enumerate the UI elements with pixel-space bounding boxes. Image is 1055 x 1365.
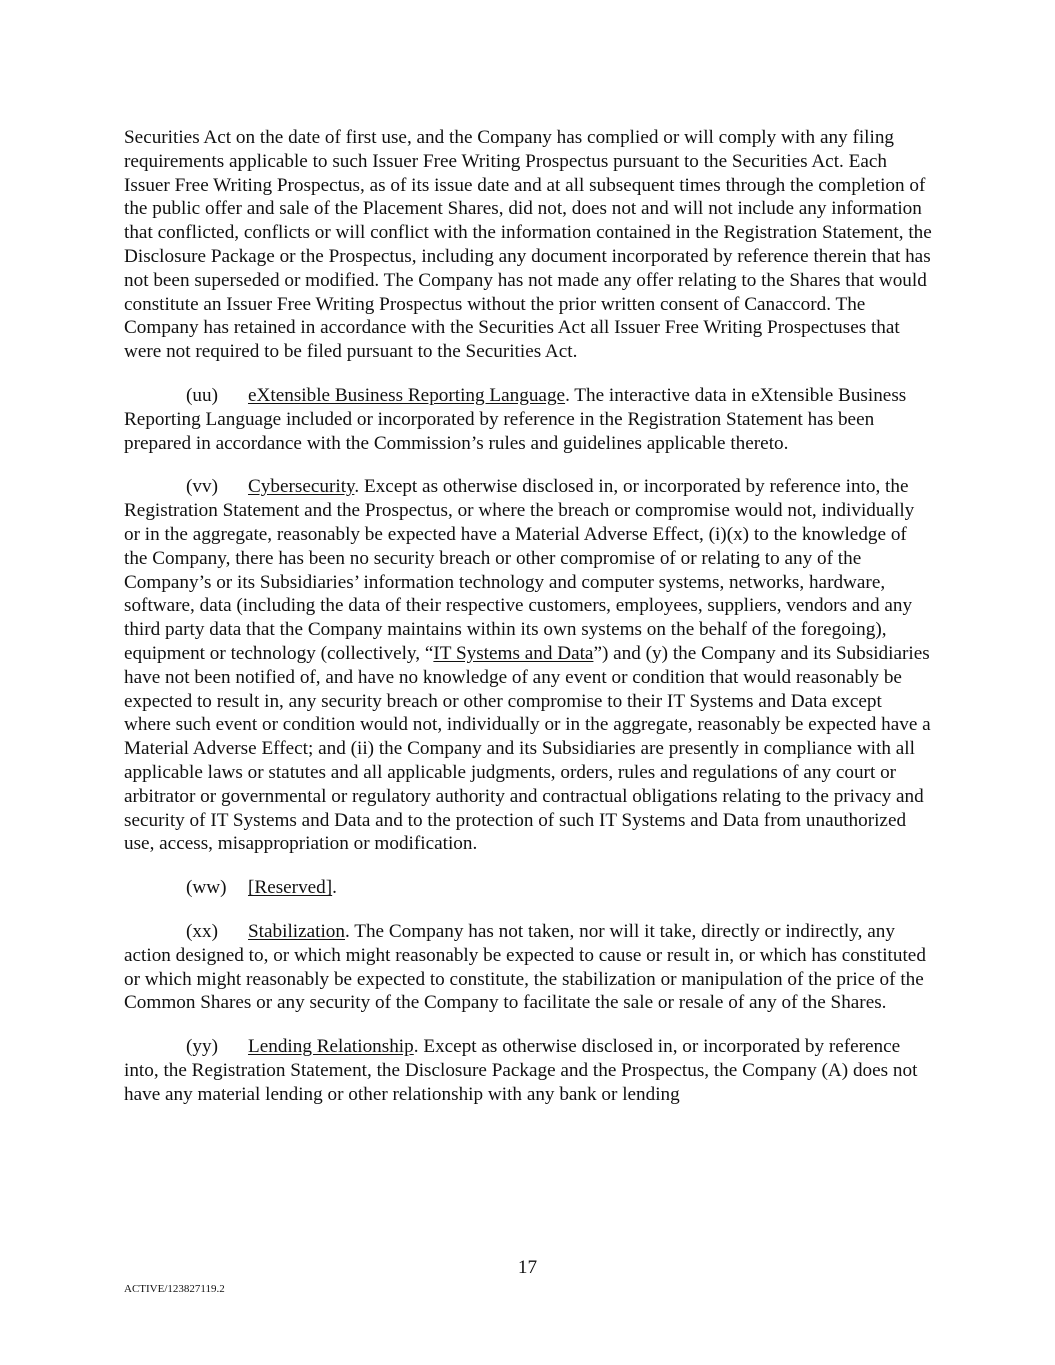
section-text: . Except as otherwise disclosed in, or incorporated by reference into, the Registration Statement and the Prospectus, or where the breach or compromise would not, individually or in the aggregate, reasonably be expected have a Material Adverse Effect, (i)(x) to the knowledge of the Company, there has been no security breach or other compromise of or relating to any of the Company’s or its Subsidiaries’ information technology and computer systems, networks, hardware, software, data (including the data of their respective customers, employees, suppliers, vendors and any third party data that the Company maintains within its own systems on the behalf of the foregoing), equipment or technology (collectively, “ [124,476,915,664]
paragraph-text: Securities Act on the date of first use, and the Company has complied or will comply with any filing requirements applicable to such Issuer Free Writing Prospectus pursuant to the Securities Act. Each Issuer Free Writing Prospectus, as of its issue date and at all subsequent times through the completion of the public offer and sale of the Placement Shares, did not, does not and will not include any information that conflicted, conflicts or will conflict with the information contained in the Registration Statement, the Disclosure Package or the Prospectus, including any document incorporated by reference therein that has not been superseded or modified. The Company has not made any offer relating to the Shares that would constitute an Issuer Free Writing Prospectus without the prior written consent of Canaccord. The Company has retained in accordance with the Securities Act all Issuer Free Writing Prospectuses that were not required to be filed pursuant to the Securities Act. [124,127,932,363]
section-label: (uu) [186,384,218,406]
section-vv [124,475,932,856]
section-label: (yy) [186,1036,218,1058]
section-heading: Stabilization [248,920,345,942]
defined-term: IT Systems and Data [433,642,594,664]
document-body [124,126,932,1126]
section-label: (vv) [186,476,218,498]
paragraph-continuation [124,126,932,364]
section-text-continued: ”) and (y) the Company and its Subsidiaries have not been notified of, and have no knowledge of any event or condition that would reasonably be expected to result in, any security breach or other compromise to their IT Systems and Data except where such event or condition would not, individually or in the aggregate, reasonably be expected have a Material Adverse Effect; and (ii) the Company and its Subsidiaries are presently in compliance with all applicable laws or statutes and all applicable judgments, orders, rules and regulations of any court or arbitrator or governmental or regulatory authority and contractual obligations relating to the privacy and security of IT Systems and Data and to the protection of such IT Systems and Data from unauthorized use, access, misappropriation or modification. [124,642,931,855]
document-id: ACTIVE/123827119.2 [124,1283,225,1295]
section-label: (xx) [186,920,218,942]
page-number: 17 [517,1257,538,1278]
section-heading: Cybersecurity [248,476,355,498]
section-label: (ww) [186,877,227,899]
section-text: . [332,877,337,899]
section-uu [124,384,932,455]
section-heading: Lending Relationship [248,1036,414,1058]
section-heading: [Reserved] [248,877,333,899]
section-yy [124,1035,932,1106]
section-heading: eXtensible Business Reporting Language [248,384,566,406]
section-text: . Except as otherwise disclosed in, or incorporated by reference into, the Registration Statement, the Disclosure Package and the Prospectus, the Company (A) does not have any material lending or other relationship with any bank or lending [124,1036,918,1105]
section-text: . The Company has not taken, nor will it take, directly or indirectly, any action designed to, or which might reasonably be expected to cause or result in, or which has constituted or which might reasonably be expected to constitute, the stabilization or manipulation of the price of the Common Shares or any security of the Company to facilitate the sale or resale of any of the Shares. [124,920,926,1014]
section-text: . The interactive data in eXtensible Business Reporting Language included or incorporated by reference in the Registration Statement has been prepared in accordance with the Commission’s rules and guidelines applicable thereto. [124,384,907,454]
section-ww [124,876,932,900]
section-xx [124,920,932,1015]
